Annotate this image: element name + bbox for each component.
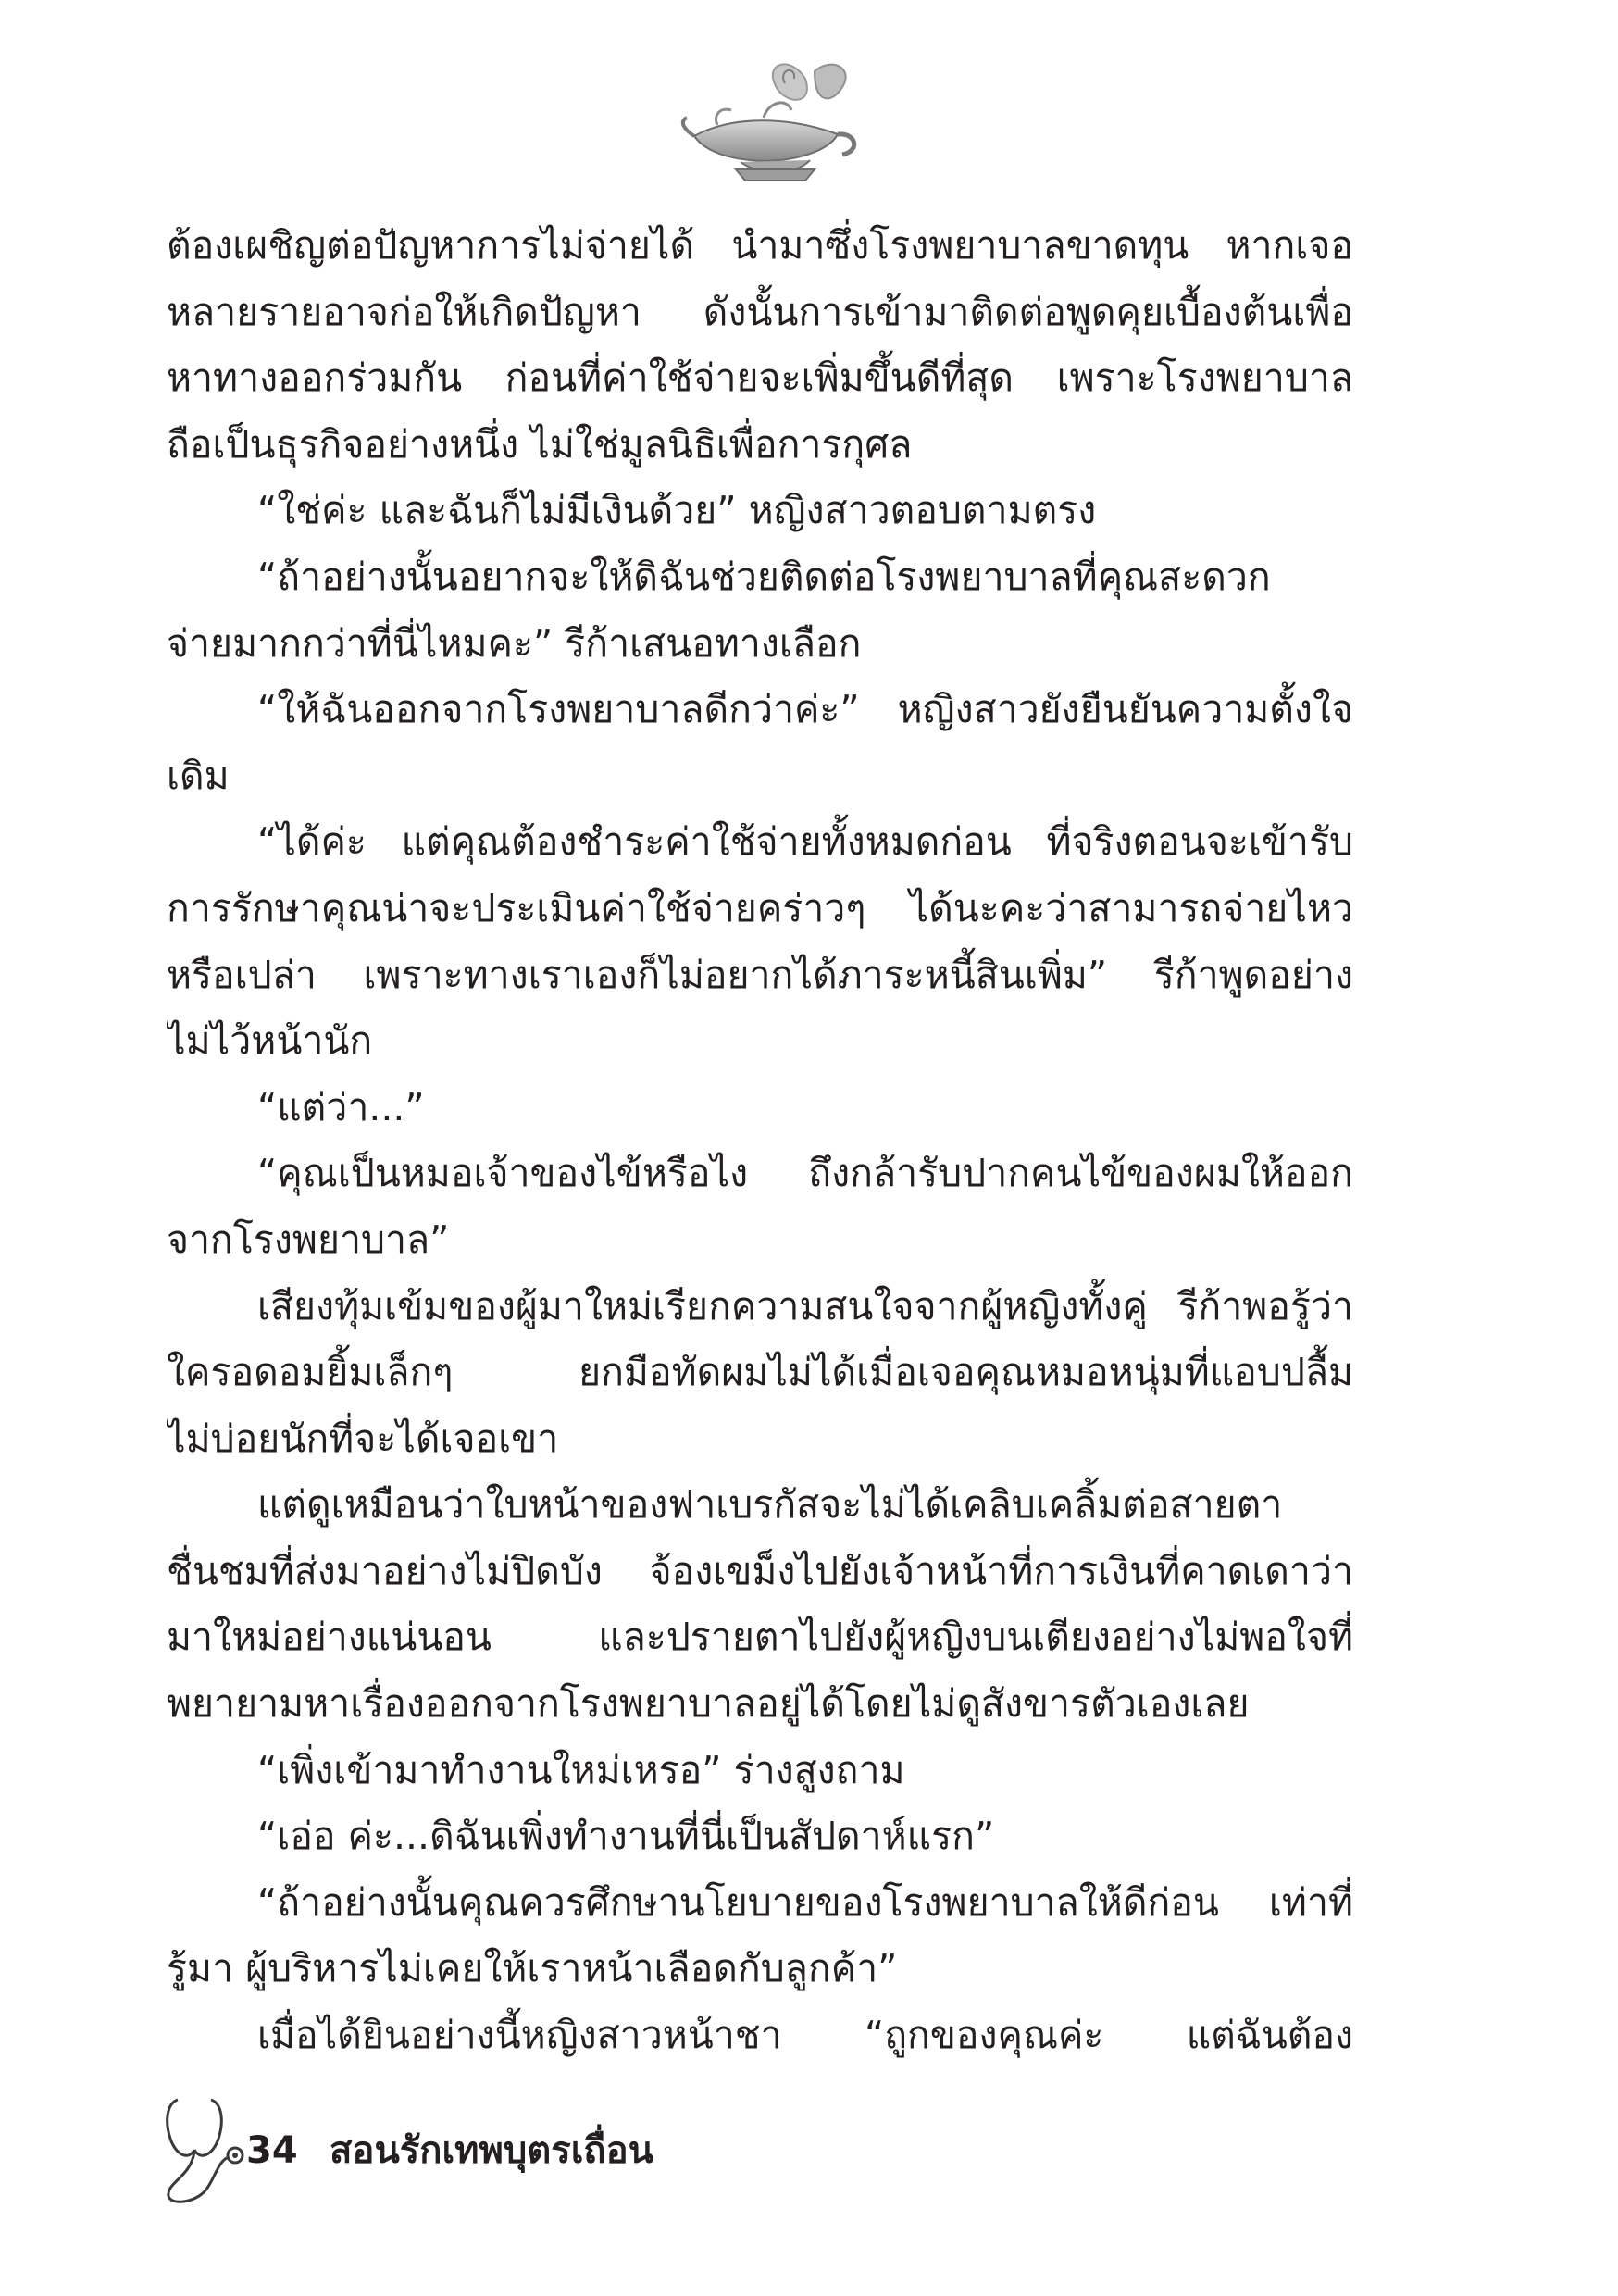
page-footer bbox=[157, 2094, 990, 2205]
text-line: มาใหม่อย่างแน่นอน และปรายตาไปยังผู้หญิงบนเตียงอย่างไม่พอใจที่ bbox=[167, 1615, 1353, 1660]
text-line: จ่ายมากกว่าที่นี่ไหมคะ” รีก้าเสนอทางเลือก bbox=[167, 620, 862, 666]
text-line: จากโรงพยาบาล” bbox=[167, 1217, 450, 1262]
text-line: “เพิ่งเข้ามาทำงานใหม่เหรอ” ร่างสูงถาม bbox=[257, 1747, 905, 1792]
text-line: “แต่ว่า...” bbox=[257, 1084, 425, 1129]
oil-lamp-with-heart-icon bbox=[676, 51, 870, 185]
text-line: เมื่อได้ยินอย่างนี้หญิงสาวหน้าชา “ถูกของคุณค่ะ แต่ฉันต้อง bbox=[257, 2013, 1353, 2058]
text-line: เดิม bbox=[167, 753, 230, 798]
text-line: “เอ่อ ค่ะ...ดิฉันเพิ่งทำงานที่นี่เป็นสัปดาห์แรก” bbox=[257, 1814, 995, 1859]
book-title: สอนรักเทพบุตรเถื่อน bbox=[330, 2129, 653, 2172]
text-line: พยายามหาเรื่องออกจากโรงพยาบาลอยู่ได้โดยไม่ดูสังขารตัวเองเลย bbox=[167, 1681, 1250, 1727]
text-line: หาทางออกร่วมกัน ก่อนที่ค่าใช้จ่ายจะเพิ่มขึ้นดีที่สุด เพราะโรงพยาบาล bbox=[167, 356, 1353, 401]
text-line: “ถ้าอย่างนั้นอยากจะให้ดิฉันช่วยติดต่อโรงพยาบาลที่คุณสะดวก bbox=[257, 554, 1271, 599]
text-line: ชื่นชมที่ส่งมาอย่างไม่ปิดบัง จ้องเขม็งไปยังเจ้าหน้าที่การเงินที่คาดเดาว่า bbox=[167, 1548, 1353, 1593]
text-line: “ได้ค่ะ แต่คุณต้องชำระค่าใช้จ่ายทั้งหมดก่อน ที่จริงตอนจะเข้ารับ bbox=[257, 819, 1353, 865]
text-line: ถือเป็นธุรกิจอย่างหนึ่ง ไม่ใช่มูลนิธิเพื่อการกุศล bbox=[167, 421, 913, 467]
text-line: ต้องเผชิญต่อปัญหาการไม่จ่ายได้ นำมาซึ่งโรงพยาบาลขาดทุน หากเจอ bbox=[167, 223, 1353, 268]
text-line: การรักษาคุณน่าจะประเมินค่าใช้จ่ายคร่าวๆ ได้นะคะว่าสามารถจ่ายไหว bbox=[167, 885, 1353, 930]
text-line: รู้มา ผู้บริหารไม่เคยให้เราหน้าเลือดกับลูกค้า” bbox=[167, 1946, 898, 1991]
text-line: “คุณเป็นหมอเจ้าของไข้หรือไง ถึงกล้ารับปากคนไข้ของผมให้ออก bbox=[257, 1151, 1353, 1196]
text-line: เสียงทุ้มเข้มของผู้มาใหม่เรียกความสนใจจากผู้หญิงทั้งคู่ รีก้าพอรู้ว่า bbox=[257, 1283, 1353, 1329]
text-line: “ให้ฉันออกจากโรงพยาบาลดีกว่าค่ะ” หญิงสาวยังยืนยันความตั้งใจ bbox=[257, 687, 1353, 732]
page-number: 34 bbox=[246, 2129, 298, 2172]
stethoscope-icon bbox=[157, 2094, 250, 2205]
text-line: ไม่บ่อยนักที่จะได้เจอเขา bbox=[167, 1416, 559, 1461]
text-line: หลายรายอาจก่อให้เกิดปัญหา ดังนั้นการเข้ามาติดต่อพูดคุยเบื้องต้นเพื่อ bbox=[167, 289, 1353, 334]
text-line: หรือเปล่า เพราะทางเราเองก็ไม่อยากได้ภาระหนี้สินเพิ่ม” รีก้าพูดอย่าง bbox=[167, 952, 1353, 997]
text-line: ใครอดอมยิ้มเล็กๆ ยกมือทัดผมไม่ได้เมื่อเจอคุณหมอหนุ่มที่แอบปลื้ม bbox=[167, 1350, 1353, 1395]
body-text bbox=[167, 213, 1353, 2069]
text-line: ไม่ไว้หน้านัก bbox=[167, 1018, 373, 1064]
text-line: แต่ดูเหมือนว่าใบหน้าของฟาเบรกัสจะไม่ได้เคลิบเคลิ้มต่อสายตา bbox=[257, 1482, 1283, 1528]
text-line: “ใช่ค่ะ และฉันก็ไม่มีเงินด้วย” หญิงสาวตอบตามตรง bbox=[257, 488, 1097, 533]
text-line: “ถ้าอย่างนั้นคุณควรศึกษานโยบายของโรงพยาบาลให้ดีก่อน เท่าที่ bbox=[257, 1879, 1353, 1925]
